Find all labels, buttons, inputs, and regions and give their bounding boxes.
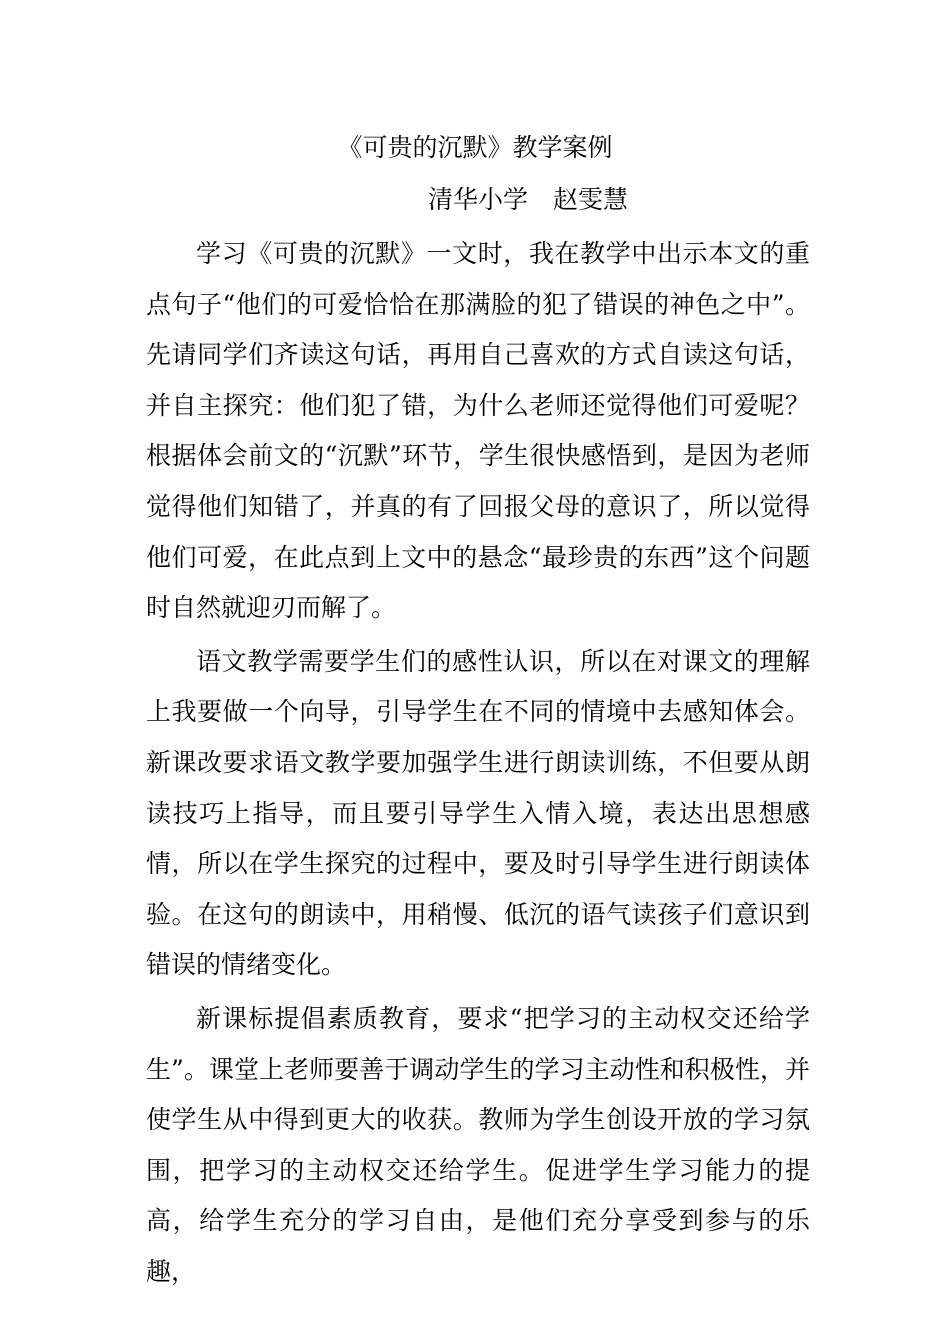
paragraph-2: 语文教学需要学生们的感性认识，所以在对课文的理解上我要做一个向导，引导学生在不同的情境中去感知体会。新课改要求语文教学要加强学生进行朗读训练，不但要从朗读技巧上指导，而且要引导学生入情入境，表达出思想感情，所以在学生探究的过程中，要及时引导学生进行朗读体验。在这句的朗读中，用稍慢、低沉的语气读孩子们意识到错误的情绪变化。 <box>146 646 810 980</box>
document-author: 清华小学 赵雯慧 <box>428 185 629 214</box>
paragraph-1: 学习《可贵的沉默》一文时，我在教学中出示本文的重点句子“他们的可爱恰恰在那满脸的犯了错误的神色之中”。先请同学们齐读这句话，再用自己喜欢的方式自读这句话，并自主探究：他们犯了错，为什么老师还觉得他们可爱呢？根据体会前文的“沉默”环节，学生很快感悟到，是因为老师觉得他们知错了，并真的有了回报父母的意识了，所以觉得他们可爱，在此点到上文中的悬念“最珍贵的东西”这个问题时自然就迎刃而解了。 <box>146 239 810 623</box>
document-body <box>146 229 810 1300</box>
paragraph-3: 新课标提倡素质教育，要求“把学习的主动权交还给学生”。课堂上老师要善于调动学生的学习主动性和积极性，并使学生从中得到更大的收获。教师为学生创设开放的学习氛围，把学习的主动权交还给学生。促进学生学习能力的提高，给学生充分的学习自由，是他们充分享受到参与的乐趣， <box>146 1003 810 1286</box>
document-title: 《可贵的沉默》教学案例 <box>337 133 613 162</box>
